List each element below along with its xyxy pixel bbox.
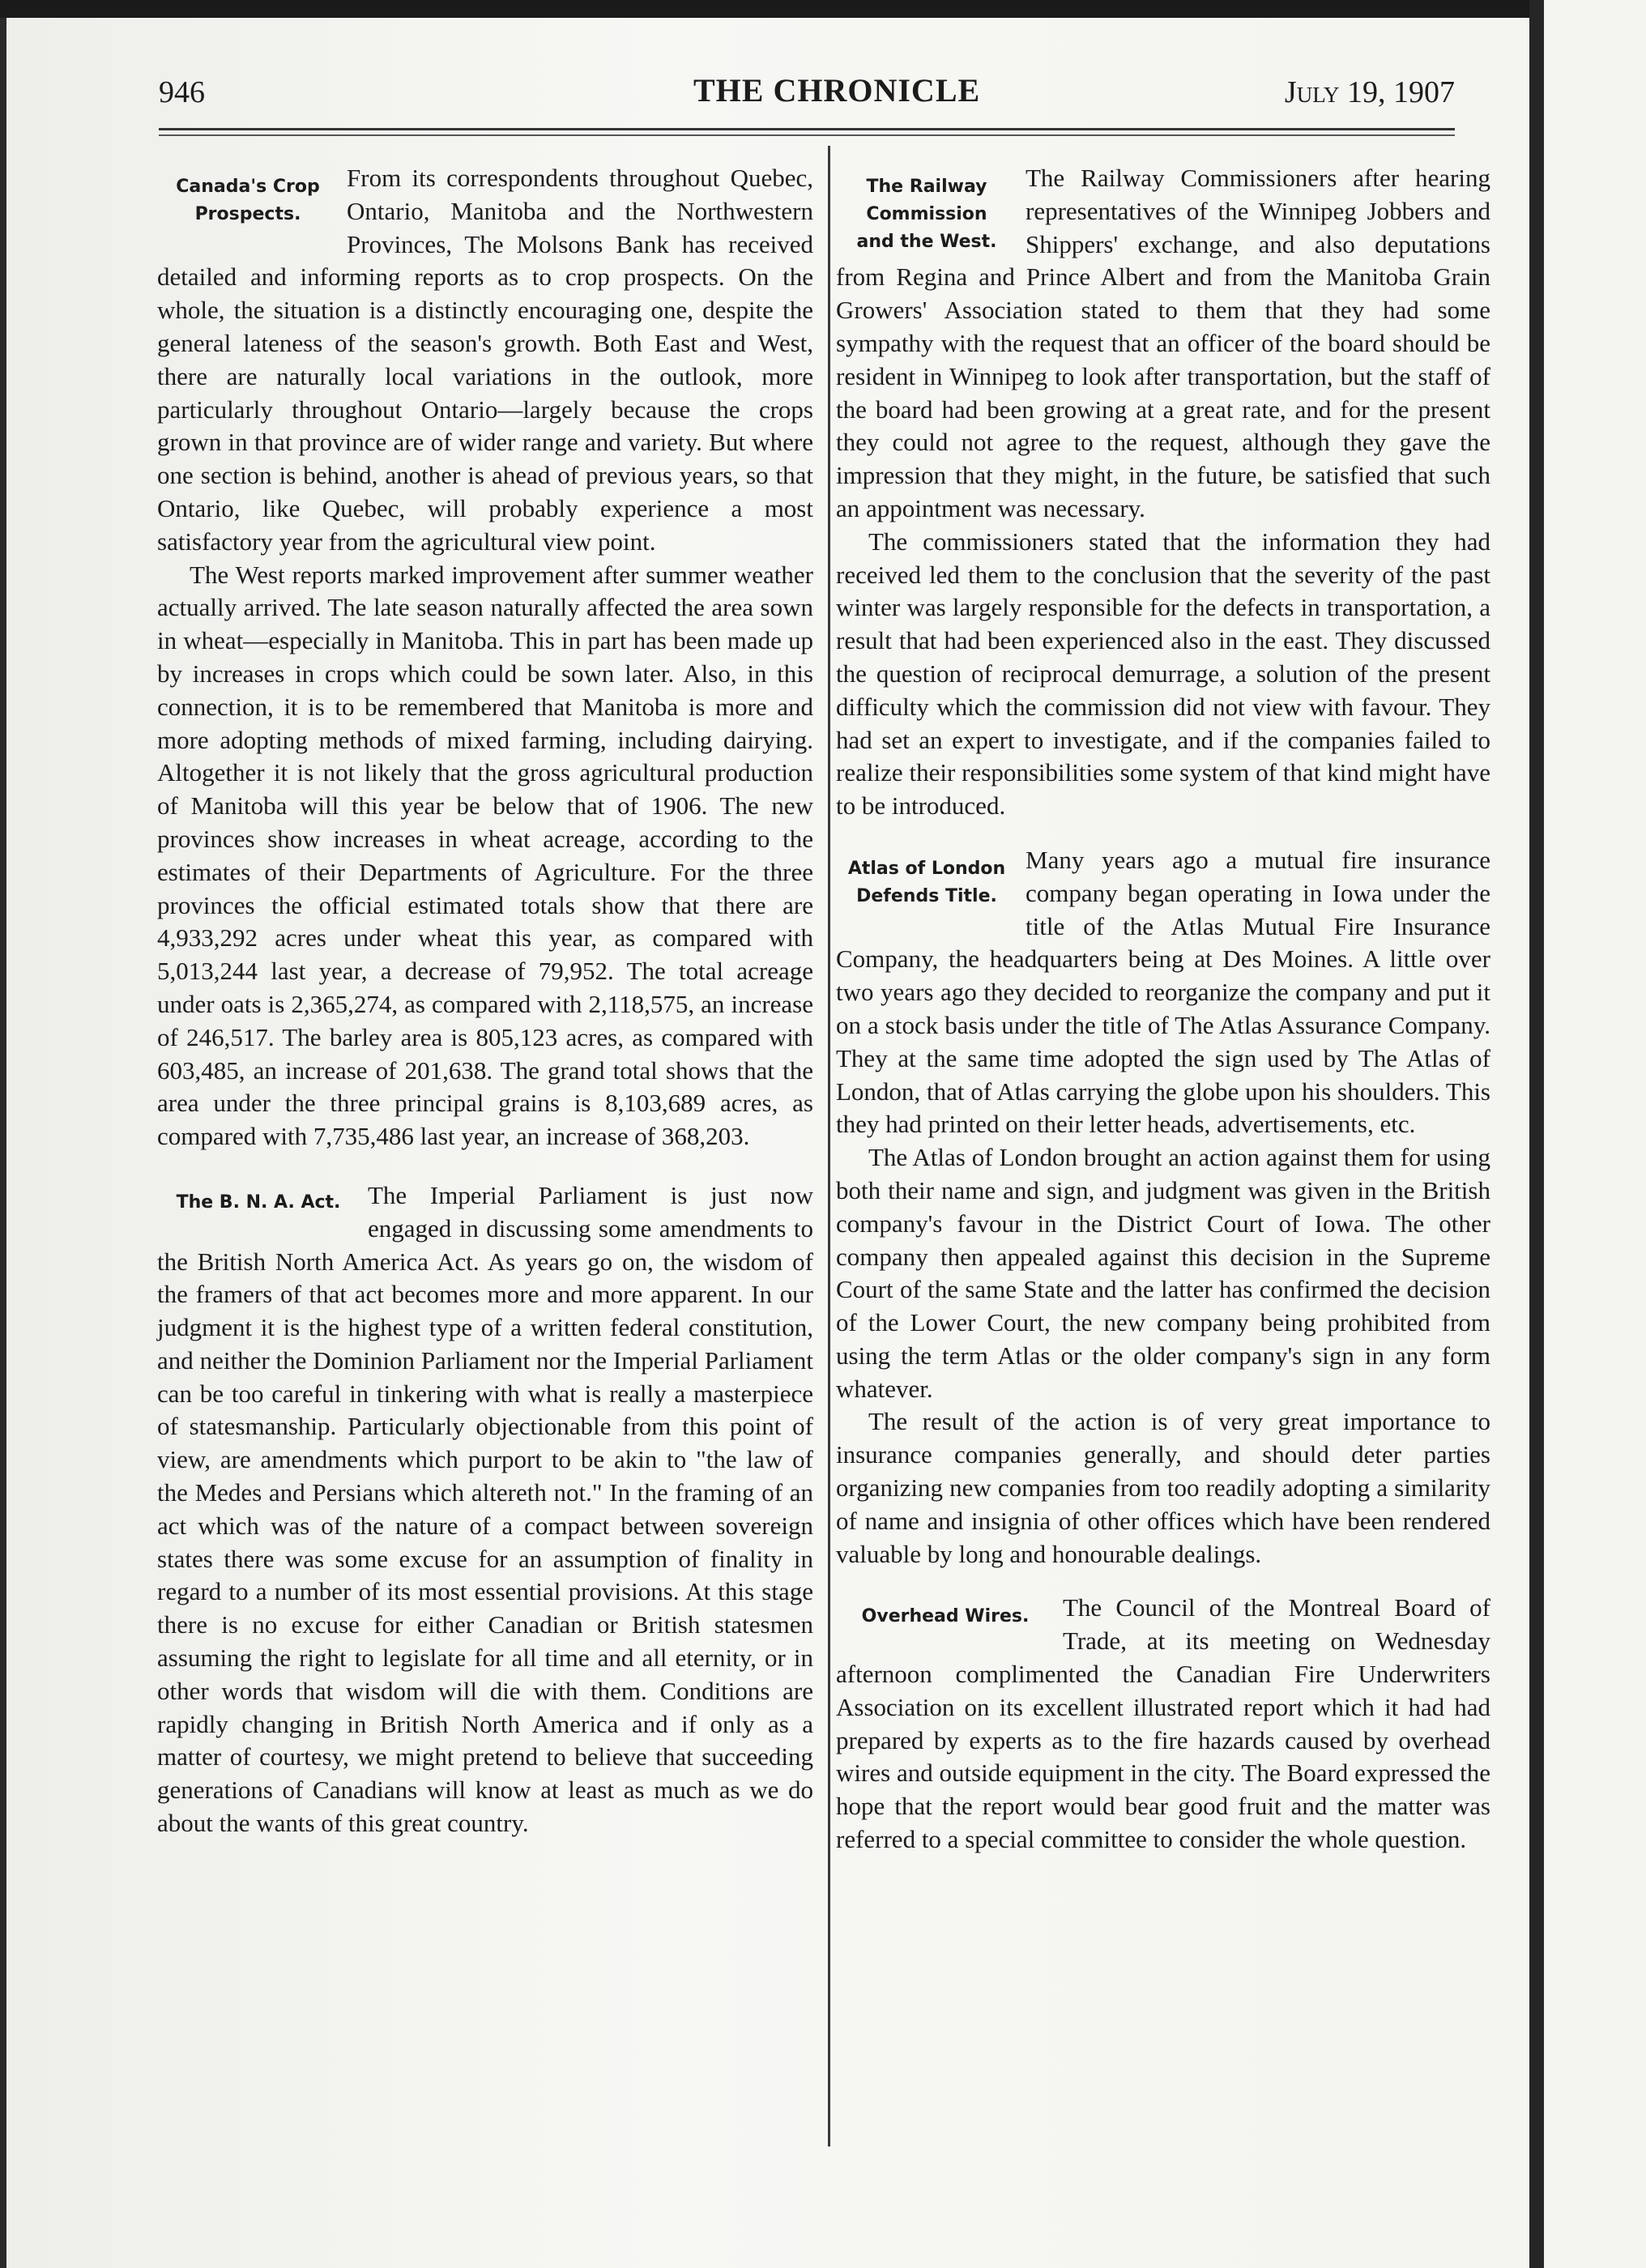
- article-paragraph: The Railway Commissioners after hearing representatives of the Winnipeg Jobbers and Shippers' exchange, and also deputations from Regina and Prince Albert and from the Manitoba Grain Growers' Association stated to them that they had some sympathy with the request that an officer of the board should be resident in Winnipeg to look after transportation, but the staff of the board had been growing at a great rate, and for the present they could not agree to the request, although they gave the impression that they might, in the future, be satisfied that such an appointment was necessary.: [836, 164, 1490, 522]
- side-heading-line: and the West.: [856, 232, 997, 252]
- article-paragraph: Many years ago a mutual fire insurance company began operating in Iowa under the title of the Atlas Mutual Fire Insurance Company, the headquarters being at Des Moines. A little over two years ago they decided to reorganize the company and put it on a stock basis under the title of The Atlas Assurance Company. They at the same time adopted the sign used by The Atlas of London, that of Atlas carrying the globe upon his shoulders. This they had printed on their letter heads, advertisements, etc.: [836, 845, 1490, 1139]
- page-header: [159, 66, 1455, 115]
- side-heading-line: Defends Title.: [856, 885, 997, 906]
- article-paragraph: The result of the action is of very great importance to insurance companies generally, and should deter parties organizing new companies from too readily adopting a similarity of name and insignia of other offices which have been rendered valuable by long and honourable dealings.: [836, 1407, 1490, 1568]
- side-heading-line: Canada's Crop: [176, 177, 320, 197]
- column-divider: [828, 146, 830, 2146]
- side-heading: [157, 1179, 360, 1217]
- binding-shadow: [0, 0, 6, 2268]
- header-rule: [159, 128, 1455, 130]
- right-column: [836, 162, 1490, 1857]
- adjacent-page-edge: [1544, 0, 1646, 2268]
- article-paragraph: The Imperial Parliament is just now engaged in discussing some amendments to the British North America Act. As years go on, the wisdom of the framers of that act becomes more and more apparent. In our judgment it is the highest type of a written federal constitution, and neither the Dominion Parliament nor the Imperial Parliament can be too careful in tinkering with what is really a masterpiece of statesmanship. Particularly objectionable from this point of view, are amendments which purport to be akin to "the law of the Medes and Persians which altereth not." In the framing of an act which was of the nature of a compact between sovereign states there was some excuse for an assumption of finality in regard to a number of its most essential provisions. At this stage there is no excuse for either Canadian or British statesmen assuming the right to legislate for all time and all eternity, or in other words that wisdom will die with them. Conditions are rapidly changing in British North America and if only as a matter of courtesy, we might pretend to believe that succeeding generations of Canadians will know at least as much as we do about the wants of this great country.: [157, 1180, 813, 1838]
- left-column: [157, 162, 813, 1840]
- article-paragraph: The Atlas of London brought an action against them for using both their name and sign, and judgment was given in the British company's favour in the District Court of Iowa. The other company then appealed against this decision in the Supreme Court of the same State and the latter has confirmed the decision of the Lower Court, the new company being prohibited from using the term Atlas or the older company's sign in any form whatever.: [836, 1143, 1490, 1403]
- side-heading-line: The Railway: [866, 177, 987, 197]
- article-overhead-wires: [836, 1592, 1490, 1856]
- article-crop-prospects: [157, 162, 813, 1153]
- page-gutter-shadow: [1529, 0, 1544, 2268]
- side-heading: [836, 162, 1017, 256]
- side-heading-line: Prospects.: [194, 204, 301, 224]
- article-bna-act: [157, 1179, 813, 1840]
- side-heading-line: Commission: [866, 204, 987, 224]
- issue-date: July 19, 1907: [1284, 75, 1455, 109]
- article-atlas-of-london: [836, 844, 1490, 1571]
- side-heading-line: The B. N. A. Act.: [176, 1192, 341, 1213]
- side-heading-line: Overhead Wires.: [861, 1606, 1030, 1627]
- scan-top-edge: [0, 0, 1539, 18]
- header-rule-secondary: [159, 134, 1455, 136]
- article-paragraph: The West reports marked improvement after summer weather actually arrived. The late season naturally affected the area sown in wheat—especially in Manitoba. This in part has been made up by increases in crops which could be sown later. Also, in this connection, it is to be remembered that Manitoba is more and more adopting methods of mixed farming, including dairying. Altogether it is not likely that the gross agricultural production of Manitoba will this year be below that of 1906. The new provinces show increases in wheat acreage, according to the estimates of their Departments of Agriculture. For the three provinces the official estimated totals show that there are 4,933,292 acres under wheat this year, as compared with 5,013,244 last year, a decrease of 79,952. The total acreage under oats is 2,365,274, as compared with 2,118,575, an increase of 246,517. The barley area is 805,123 acres, as compared with 603,485, an increase of 201,638. The grand total shows that the area under the three principal grains is 8,103,689 acres, as compared with 7,735,486 last year, an increase of 368,203.: [157, 560, 813, 1151]
- side-heading: [836, 844, 1017, 910]
- side-heading: [157, 162, 339, 228]
- side-heading: [836, 1592, 1055, 1631]
- side-heading-line: Atlas of London: [847, 858, 1006, 879]
- article-paragraph: The Council of the Montreal Board of Trade, at its meeting on Wednesday afternoon complimented the Canadian Fire Underwriters Association on its excellent illustrated report which it had had prepared by experts as to the fire hazards caused by overhead wires and outside equipment in the city. The Board expressed the hope that the report would bear good fruit and the matter was referred to a special committee to consider the whole question.: [836, 1593, 1490, 1854]
- article-railway-commission: [836, 162, 1490, 823]
- publication-title: THE CHRONICLE: [693, 72, 981, 109]
- page-number: 946: [159, 75, 205, 109]
- article-paragraph: The commissioners stated that the information they had received led them to the conclusion that the severity of the past winter was largely responsible for the defects in transportation, a result that had been experienced also in the east. They discussed the question of reciprocal demurrage, a solution of the present difficulty which the commission did not view with favour. They had set an expert to investigate, and if the companies failed to realize their responsibilities some system of that kind might have to be introduced.: [836, 526, 1490, 821]
- article-paragraph: From its correspondents throughout Quebec, Ontario, Manitoba and the Northwestern Provinces, The Molsons Bank has received detailed and informing reports as to crop prospects. On the whole, the situation is a distinctly encouraging one, despite the general lateness of the season's growth. Both East and West, there are naturally local variations in the outlook, more particularly throughout Ontario—largely because the crops grown in that province are of wider range and variety. But where one section is behind, another is ahead of previous years, so that Ontario, like Quebec, will probably experience a most satisfactory year from the agricultural view point.: [157, 164, 813, 556]
